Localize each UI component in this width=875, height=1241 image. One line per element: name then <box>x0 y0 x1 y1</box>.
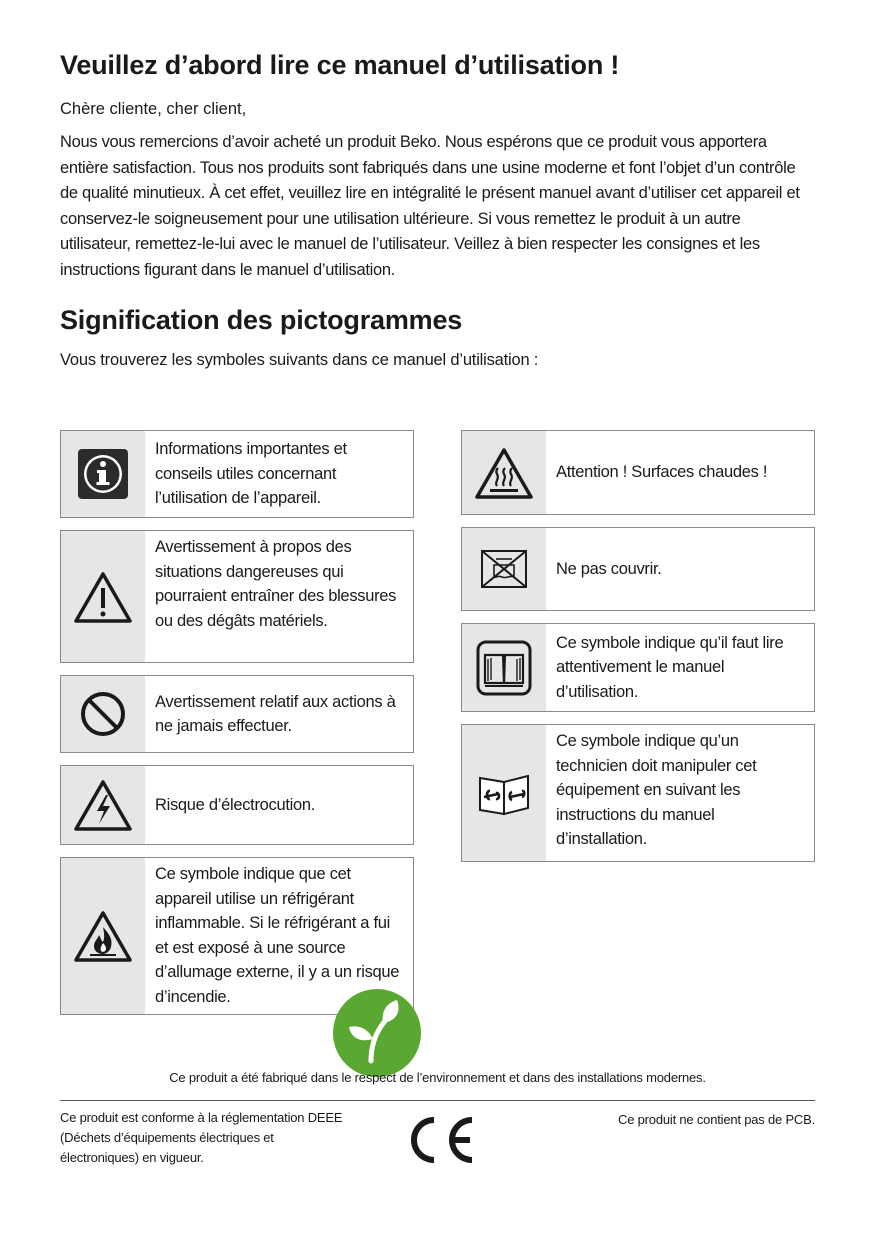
eco-statement: Ce produit a été fabriqué dans le respect de l’environnement et dans des installations modernes. <box>169 1070 706 1085</box>
electric-shock-icon <box>73 778 133 832</box>
pcb-statement: Ce produit ne contient pas de PCB. <box>618 1112 815 1127</box>
symbols-lead: Vous trouverez les symboles suivants dans ce manuel d’utilisation : <box>60 351 539 369</box>
symbols-heading: Signification des pictogrammes <box>60 305 463 335</box>
symbol-electric <box>60 765 414 845</box>
eco-leaf-icon <box>331 987 423 1079</box>
symbol-text: Ce symbole indique qu’il faut lire attentivement le manuel d’utilisation. <box>556 633 784 701</box>
warning-triangle-icon <box>73 570 133 624</box>
ce-mark-icon <box>400 1112 478 1168</box>
do-not-cover-icon <box>476 545 532 593</box>
greeting: Chère cliente, cher client, <box>60 100 247 118</box>
intro-paragraph: Nous vous remercions d’avoir acheté un produit Beko. Nous espérons que ce produit vous apportera entière satisfaction. Tous nos produits sont fabriqués dans une usine moderne et font l’objet d’un contrôle de qualité minutieux. À cet effet, veuillez lire en intégralité le présent manuel avant d’utiliser cet appareil et conservez-le soigneusement pour une utilisation ultérieure. Si vous remettez le produit à un autre utilisateur, remettez-le-lui avec le manuel de l’utilisateur. Veillez à bien respecter les consignes et les instructions figurant dans le manuel d’utilisation. <box>60 133 800 279</box>
technician-manual-icon <box>474 766 534 820</box>
symbol-hot-surface <box>461 430 815 515</box>
symbol-text: Attention ! Surfaces chaudes ! <box>556 463 768 482</box>
read-manual-icon <box>475 639 533 697</box>
symbol-icon-cell <box>61 531 145 662</box>
prohibited-icon <box>79 690 127 738</box>
symbol-icon-cell <box>462 624 546 711</box>
symbol-icon-cell <box>61 676 145 752</box>
footer-divider <box>60 1100 815 1101</box>
symbol-warning <box>60 530 414 663</box>
symbol-prohibited <box>60 675 414 753</box>
symbols-left-column <box>60 430 414 1027</box>
symbol-do-not-cover <box>461 527 815 611</box>
symbol-text: Ce symbole indique qu’un technicien doit manipuler cet équipement en suivant les instructions du manuel d’installation. <box>556 732 757 848</box>
info-icon <box>76 447 130 501</box>
symbols-right-column <box>461 430 815 874</box>
symbol-text: Avertissement relatif aux actions à ne jamais effectuer. <box>155 692 396 735</box>
symbol-text: Ne pas couvrir. <box>556 559 662 578</box>
symbol-text: Ce symbole indique que cet appareil utilise un réfrigérant inflammable. Si le réfrigérant a fui et est exposé à une source d’allumage externe, il y a un risque d’incendie. <box>155 865 400 1006</box>
symbol-text: Informations importantes et conseils utiles concernant l’utilisation de l’appareil. <box>155 440 347 508</box>
symbol-info <box>60 430 414 518</box>
symbol-text: Avertissement à propos des situations dangereuses qui pourraient entraîner des blessures ou des dégâts matériels. <box>155 538 397 630</box>
weee-statement: Ce produit est conforme à la réglementation DEEE (Déchets d’équipements électriques et électroniques) en vigueur. <box>60 1110 343 1165</box>
symbol-icon-cell <box>61 431 145 517</box>
symbol-read-manual <box>461 623 815 712</box>
manual-page <box>60 50 815 1006</box>
symbol-icon-cell <box>462 431 546 514</box>
symbol-technician-manual <box>461 724 815 862</box>
symbol-text: Risque d’électrocution. <box>155 795 316 814</box>
hot-surface-icon <box>474 446 534 500</box>
symbol-icon-cell <box>462 528 546 610</box>
symbol-icon-cell <box>462 725 546 861</box>
symbol-icon-cell <box>61 858 145 1014</box>
page-title: Veuillez d’abord lire ce manuel d’utilisation ! <box>60 50 620 80</box>
symbol-icon-cell <box>61 766 145 844</box>
flammable-icon <box>73 909 133 963</box>
